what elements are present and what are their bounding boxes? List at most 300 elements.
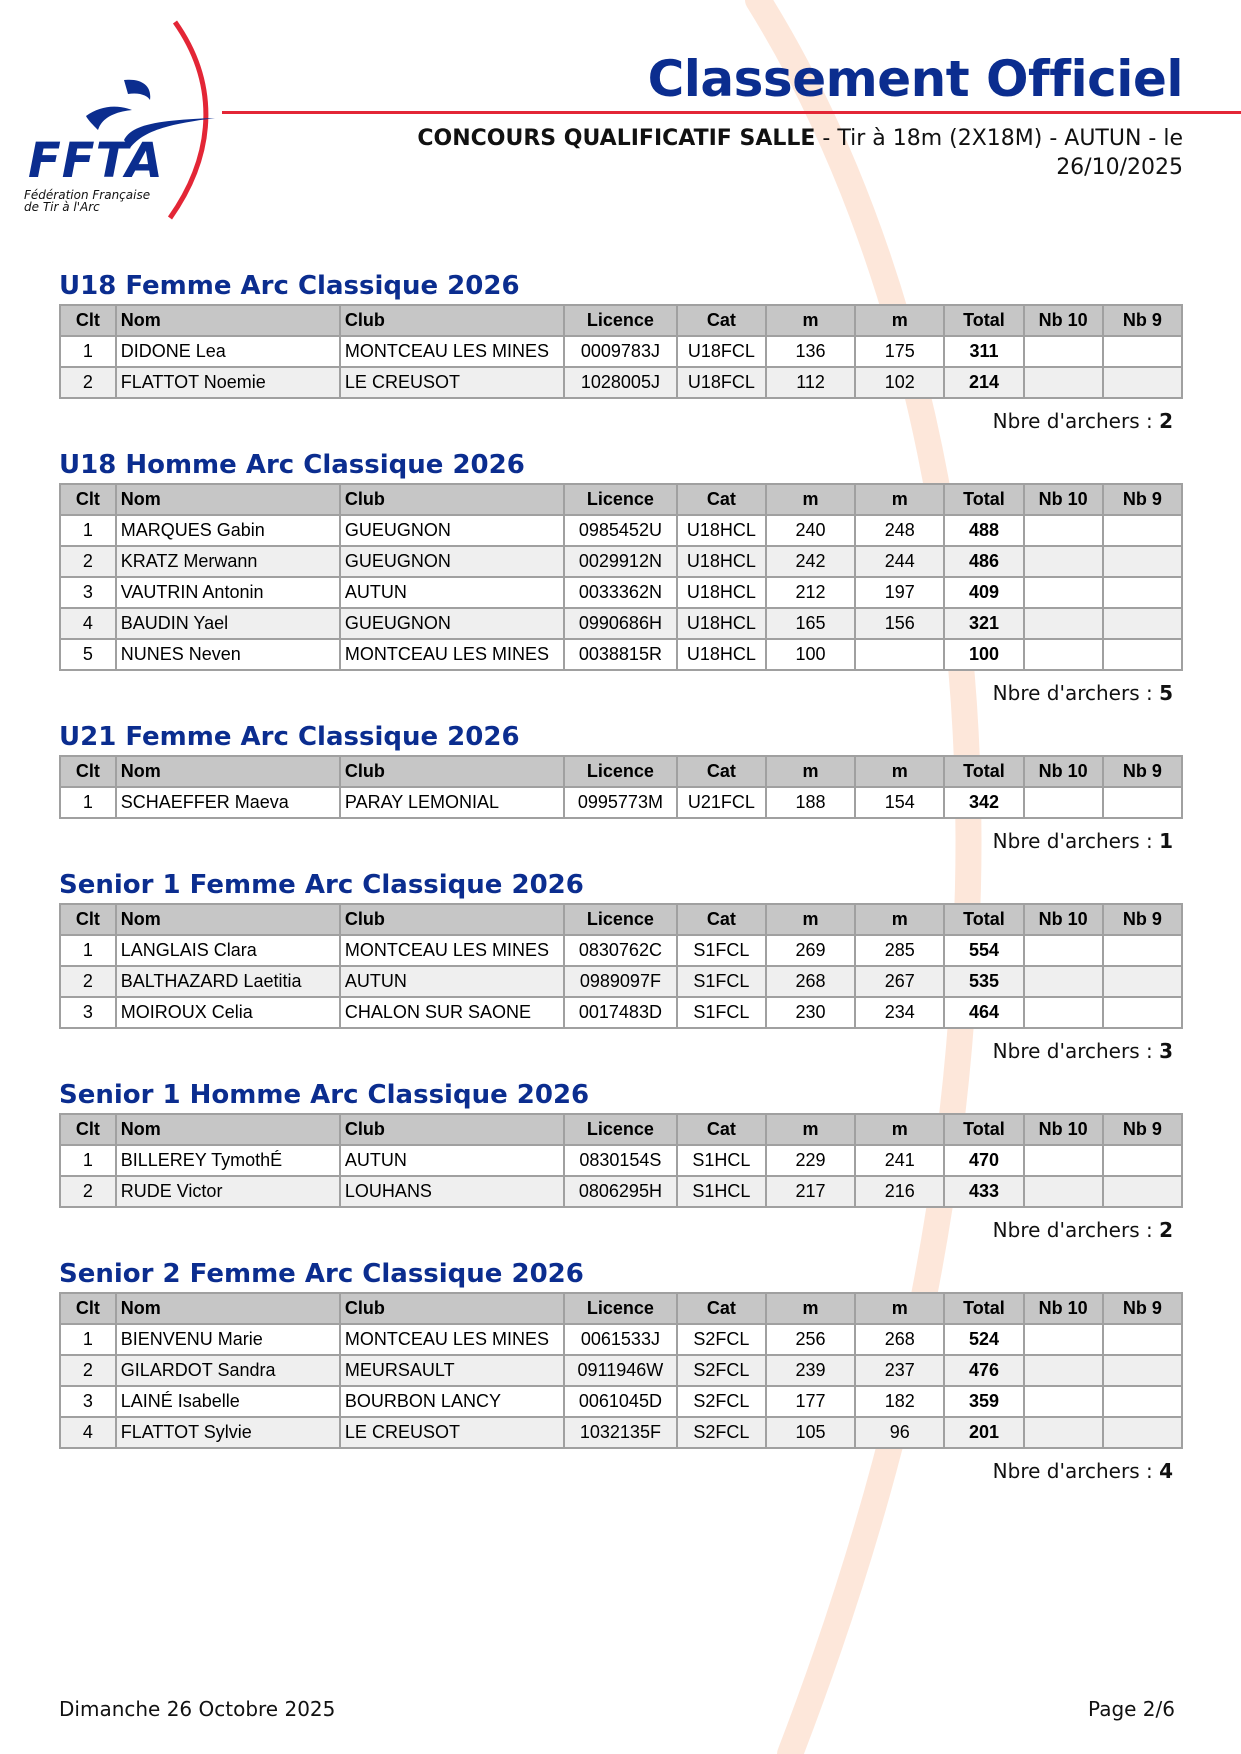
cell-nb10 [1024, 935, 1103, 966]
cell-nom: LAINÉ Isabelle [116, 1386, 340, 1417]
table-row [60, 1386, 1182, 1417]
cell-nb10 [1024, 1176, 1103, 1207]
logo-text: FFTA [28, 133, 164, 189]
results-table [59, 483, 1183, 671]
category-title: U21 Femme Arc Classique 2026 [59, 722, 520, 752]
column-header-m2: m [855, 904, 944, 935]
cell-nb9 [1103, 639, 1182, 670]
archer-count-value: 2 [1159, 1218, 1173, 1242]
table-row [60, 787, 1182, 818]
cell-nom: DIDONE Lea [116, 336, 340, 367]
column-header-club: Club [340, 1114, 564, 1145]
column-header-club: Club [340, 904, 564, 935]
cell-nom: LANGLAIS Clara [116, 935, 340, 966]
column-header-licence: Licence [564, 305, 677, 336]
archer-count-label: Nbre d'archers : [992, 829, 1160, 853]
table-header-row [60, 756, 1182, 787]
logo-subtitle-line1: Fédération Française [24, 188, 151, 202]
cell-nb9 [1103, 935, 1182, 966]
cell-nom: NUNES Neven [116, 639, 340, 670]
cell-nb10 [1024, 608, 1103, 639]
column-header-cat: Cat [677, 484, 766, 515]
column-header-total: Total [944, 904, 1023, 935]
category-section [59, 447, 1183, 711]
cell-club: AUTUN [340, 966, 564, 997]
column-header-cat: Cat [677, 305, 766, 336]
cell-m2: 197 [855, 577, 944, 608]
cell-cat: S2FCL [677, 1417, 766, 1448]
cell-nb10 [1024, 1145, 1103, 1176]
archer-count [59, 1212, 1183, 1248]
cell-cat: S1FCL [677, 997, 766, 1028]
cell-m2: 241 [855, 1145, 944, 1176]
cell-cat: S1HCL [677, 1176, 766, 1207]
cell-m2: 237 [855, 1355, 944, 1386]
cell-m1: 112 [766, 367, 855, 398]
cell-cat: U21FCL [677, 787, 766, 818]
cell-m1: 177 [766, 1386, 855, 1417]
cell-cat: S1FCL [677, 935, 766, 966]
cell-m1: 229 [766, 1145, 855, 1176]
cell-clt: 1 [60, 336, 116, 367]
page-title: Classement Officiel [647, 50, 1183, 108]
cell-clt: 2 [60, 546, 116, 577]
cell-club: LE CREUSOT [340, 367, 564, 398]
cell-nb9 [1103, 1324, 1182, 1355]
column-header-m1: m [766, 756, 855, 787]
category-title: Senior 2 Femme Arc Classique 2026 [59, 1259, 584, 1289]
cell-cat: U18HCL [677, 515, 766, 546]
cell-nom: VAUTRIN Antonin [116, 577, 340, 608]
cell-licence: 1032135F [564, 1417, 677, 1448]
cell-licence: 0985452U [564, 515, 677, 546]
table-row [60, 515, 1182, 546]
cell-cat: S1FCL [677, 966, 766, 997]
cell-club: LE CREUSOT [340, 1417, 564, 1448]
column-header-m1: m [766, 904, 855, 935]
category-section [59, 719, 1183, 859]
table-row [60, 336, 1182, 367]
column-header-cat: Cat [677, 756, 766, 787]
cell-cat: U18HCL [677, 639, 766, 670]
cell-nb9 [1103, 966, 1182, 997]
cell-nb10 [1024, 515, 1103, 546]
cell-m2: 244 [855, 546, 944, 577]
cell-nom: FLATTOT Sylvie [116, 1417, 340, 1448]
table-header-row [60, 305, 1182, 336]
cell-m2: 156 [855, 608, 944, 639]
archer-count-label: Nbre d'archers : [992, 409, 1160, 433]
category-title: U18 Femme Arc Classique 2026 [59, 271, 520, 301]
cell-nb9 [1103, 1176, 1182, 1207]
cell-club: GUEUGNON [340, 546, 564, 577]
cell-total: 488 [944, 515, 1023, 546]
cell-m2: 102 [855, 367, 944, 398]
column-header-m1: m [766, 1293, 855, 1324]
cell-nb10 [1024, 787, 1103, 818]
cell-total: 433 [944, 1176, 1023, 1207]
cell-total: 201 [944, 1417, 1023, 1448]
column-header-nb9: Nb 9 [1103, 305, 1182, 336]
column-header-nb10: Nb 10 [1024, 904, 1103, 935]
category-title: Senior 1 Femme Arc Classique 2026 [59, 870, 584, 900]
cell-club: MONTCEAU LES MINES [340, 639, 564, 670]
logo-subtitle [24, 189, 150, 213]
table-row [60, 639, 1182, 670]
cell-m1: 268 [766, 966, 855, 997]
cell-licence: 0038815R [564, 639, 677, 670]
column-header-club: Club [340, 756, 564, 787]
archer-count-label: Nbre d'archers : [992, 1039, 1160, 1063]
column-header-club: Club [340, 1293, 564, 1324]
column-header-clt: Clt [60, 305, 116, 336]
cell-nb9 [1103, 997, 1182, 1028]
column-header-nom: Nom [116, 1114, 340, 1145]
cell-m2: 234 [855, 997, 944, 1028]
table-row [60, 1145, 1182, 1176]
cell-m1: 165 [766, 608, 855, 639]
cell-total: 214 [944, 367, 1023, 398]
cell-licence: 0017483D [564, 997, 677, 1028]
cell-club: LOUHANS [340, 1176, 564, 1207]
table-header-row [60, 484, 1182, 515]
cell-m1: 105 [766, 1417, 855, 1448]
column-header-nb10: Nb 10 [1024, 1114, 1103, 1145]
archer-count-label: Nbre d'archers : [992, 1218, 1160, 1242]
cell-total: 342 [944, 787, 1023, 818]
column-header-total: Total [944, 1114, 1023, 1145]
cell-m2: 248 [855, 515, 944, 546]
cell-licence: 1028005J [564, 367, 677, 398]
cell-cat: U18HCL [677, 546, 766, 577]
column-header-nom: Nom [116, 305, 340, 336]
cell-licence: 0061533J [564, 1324, 677, 1355]
cell-cat: U18FCL [677, 336, 766, 367]
cell-m2: 285 [855, 935, 944, 966]
logo-subtitle-line2: de Tir à l'Arc [24, 200, 100, 214]
cell-nb9 [1103, 336, 1182, 367]
cell-nom: RUDE Victor [116, 1176, 340, 1207]
cell-m1: 217 [766, 1176, 855, 1207]
archer-count [59, 823, 1183, 859]
cell-cat: U18HCL [677, 577, 766, 608]
cell-licence: 0806295H [564, 1176, 677, 1207]
table-row [60, 546, 1182, 577]
archer-count-label: Nbre d'archers : [992, 681, 1160, 705]
cell-licence: 0990686H [564, 608, 677, 639]
cell-club: AUTUN [340, 577, 564, 608]
category-section [59, 867, 1183, 1069]
cell-nb9 [1103, 787, 1182, 818]
cell-nom: GILARDOT Sandra [116, 1355, 340, 1386]
cell-nb10 [1024, 1417, 1103, 1448]
cell-licence: 0911946W [564, 1355, 677, 1386]
cell-club: BOURBON LANCY [340, 1386, 564, 1417]
table-header-row [60, 1293, 1182, 1324]
cell-m2 [855, 639, 944, 670]
cell-nb10 [1024, 546, 1103, 577]
cell-club: GUEUGNON [340, 608, 564, 639]
column-header-nom: Nom [116, 756, 340, 787]
cell-m2: 175 [855, 336, 944, 367]
cell-nb10 [1024, 577, 1103, 608]
competition-name: CONCOURS QUALIFICATIF SALLE [417, 126, 816, 151]
category-section [59, 268, 1183, 439]
cell-clt: 3 [60, 997, 116, 1028]
cell-club: CHALON SUR SAONE [340, 997, 564, 1028]
column-header-club: Club [340, 484, 564, 515]
column-header-licence: Licence [564, 1293, 677, 1324]
column-header-clt: Clt [60, 904, 116, 935]
cell-m1: 240 [766, 515, 855, 546]
cell-licence: 0033362N [564, 577, 677, 608]
column-header-cat: Cat [677, 1293, 766, 1324]
cell-licence: 0830154S [564, 1145, 677, 1176]
cell-m2: 96 [855, 1417, 944, 1448]
category-section [59, 1256, 1183, 1489]
cell-nb9 [1103, 367, 1182, 398]
column-header-nb10: Nb 10 [1024, 756, 1103, 787]
table-header-row [60, 1114, 1182, 1145]
column-header-m2: m [855, 484, 944, 515]
column-header-nom: Nom [116, 904, 340, 935]
cell-nb9 [1103, 608, 1182, 639]
cell-licence: 0029912N [564, 546, 677, 577]
column-header-clt: Clt [60, 756, 116, 787]
table-row [60, 935, 1182, 966]
cell-nom: BILLEREY TymothÉ [116, 1145, 340, 1176]
cell-m2: 154 [855, 787, 944, 818]
cell-clt: 2 [60, 1176, 116, 1207]
archer-count [59, 1033, 1183, 1069]
results-content [59, 268, 1183, 1497]
cell-m1: 269 [766, 935, 855, 966]
table-row [60, 608, 1182, 639]
cell-nom: SCHAEFFER Maeva [116, 787, 340, 818]
cell-nom: FLATTOT Noemie [116, 367, 340, 398]
cell-licence: 0830762C [564, 935, 677, 966]
cell-m1: 256 [766, 1324, 855, 1355]
column-header-m1: m [766, 484, 855, 515]
cell-m1: 212 [766, 577, 855, 608]
column-header-total: Total [944, 756, 1023, 787]
competition-subtitle [383, 124, 1183, 182]
cell-clt: 2 [60, 367, 116, 398]
cell-m1: 230 [766, 997, 855, 1028]
archer-count-value: 5 [1159, 681, 1173, 705]
table-row [60, 997, 1182, 1028]
column-header-cat: Cat [677, 904, 766, 935]
cell-clt: 4 [60, 1417, 116, 1448]
cell-cat: S1HCL [677, 1145, 766, 1176]
table-row [60, 1417, 1182, 1448]
table-header-row [60, 904, 1182, 935]
cell-nb9 [1103, 1386, 1182, 1417]
cell-total: 464 [944, 997, 1023, 1028]
cell-nb9 [1103, 1417, 1182, 1448]
cell-m1: 188 [766, 787, 855, 818]
cell-nom: BAUDIN Yael [116, 608, 340, 639]
column-header-nb9: Nb 9 [1103, 1293, 1182, 1324]
cell-nb10 [1024, 1355, 1103, 1386]
cell-total: 470 [944, 1145, 1023, 1176]
column-header-nb9: Nb 9 [1103, 1114, 1182, 1145]
cell-club: MEURSAULT [340, 1355, 564, 1386]
column-header-nom: Nom [116, 484, 340, 515]
results-table [59, 755, 1183, 819]
archer-count-value: 2 [1159, 409, 1173, 433]
column-header-clt: Clt [60, 484, 116, 515]
cell-nb10 [1024, 997, 1103, 1028]
column-header-total: Total [944, 305, 1023, 336]
column-header-clt: Clt [60, 1293, 116, 1324]
cell-total: 321 [944, 608, 1023, 639]
cell-m2: 267 [855, 966, 944, 997]
cell-clt: 2 [60, 1355, 116, 1386]
table-row [60, 966, 1182, 997]
cell-club: MONTCEAU LES MINES [340, 336, 564, 367]
archer-count-value: 1 [1159, 829, 1173, 853]
cell-total: 554 [944, 935, 1023, 966]
cell-clt: 1 [60, 1324, 116, 1355]
cell-club: MONTCEAU LES MINES [340, 935, 564, 966]
cell-clt: 1 [60, 787, 116, 818]
cell-total: 409 [944, 577, 1023, 608]
cell-nb9 [1103, 515, 1182, 546]
cell-m1: 239 [766, 1355, 855, 1386]
cell-clt: 1 [60, 935, 116, 966]
cell-m1: 242 [766, 546, 855, 577]
results-table [59, 903, 1183, 1029]
column-header-nb9: Nb 9 [1103, 756, 1182, 787]
column-header-licence: Licence [564, 1114, 677, 1145]
cell-licence: 0009783J [564, 336, 677, 367]
cell-licence: 0995773M [564, 787, 677, 818]
cell-cat: S2FCL [677, 1355, 766, 1386]
cell-clt: 4 [60, 608, 116, 639]
cell-cat: U18HCL [677, 608, 766, 639]
cell-club: PARAY LEMONIAL [340, 787, 564, 818]
cell-nom: BALTHAZARD Laetitia [116, 966, 340, 997]
cell-m1: 136 [766, 336, 855, 367]
competition-details: - Tir à 18m (2X18M) - AUTUN - le 26/10/2025 [815, 126, 1183, 180]
cell-m2: 182 [855, 1386, 944, 1417]
table-row [60, 577, 1182, 608]
cell-clt: 1 [60, 515, 116, 546]
cell-licence: 0061045D [564, 1386, 677, 1417]
column-header-licence: Licence [564, 904, 677, 935]
footer-page-number: Page 2/6 [1088, 1697, 1175, 1721]
column-header-total: Total [944, 1293, 1023, 1324]
cell-clt: 2 [60, 966, 116, 997]
cell-nom: MOIROUX Celia [116, 997, 340, 1028]
cell-club: GUEUGNON [340, 515, 564, 546]
cell-club: AUTUN [340, 1145, 564, 1176]
cell-total: 535 [944, 966, 1023, 997]
archer-count-value: 3 [1159, 1039, 1173, 1063]
cell-clt: 5 [60, 639, 116, 670]
cell-nom: KRATZ Merwann [116, 546, 340, 577]
column-header-nb9: Nb 9 [1103, 904, 1182, 935]
cell-nb10 [1024, 367, 1103, 398]
cell-total: 476 [944, 1355, 1023, 1386]
results-table [59, 1113, 1183, 1208]
column-header-m2: m [855, 1293, 944, 1324]
cell-total: 359 [944, 1386, 1023, 1417]
cell-total: 524 [944, 1324, 1023, 1355]
column-header-cat: Cat [677, 1114, 766, 1145]
table-row [60, 1324, 1182, 1355]
table-row [60, 1176, 1182, 1207]
table-row [60, 367, 1182, 398]
category-section [59, 1077, 1183, 1248]
column-header-licence: Licence [564, 484, 677, 515]
header-divider [222, 111, 1241, 114]
results-table [59, 1292, 1183, 1449]
cell-cat: S2FCL [677, 1386, 766, 1417]
results-table [59, 304, 1183, 399]
column-header-m1: m [766, 305, 855, 336]
column-header-nb10: Nb 10 [1024, 1293, 1103, 1324]
cell-cat: S2FCL [677, 1324, 766, 1355]
cell-m2: 216 [855, 1176, 944, 1207]
cell-nb9 [1103, 546, 1182, 577]
column-header-clt: Clt [60, 1114, 116, 1145]
cell-clt: 1 [60, 1145, 116, 1176]
cell-nb9 [1103, 1145, 1182, 1176]
cell-m1: 100 [766, 639, 855, 670]
cell-nb10 [1024, 639, 1103, 670]
column-header-club: Club [340, 305, 564, 336]
cell-nb9 [1103, 1355, 1182, 1386]
archer-count [59, 403, 1183, 439]
column-header-m1: m [766, 1114, 855, 1145]
category-title: Senior 1 Homme Arc Classique 2026 [59, 1080, 590, 1110]
column-header-m2: m [855, 305, 944, 336]
footer-date: Dimanche 26 Octobre 2025 [59, 1697, 336, 1721]
archer-count [59, 675, 1183, 711]
cell-nb9 [1103, 577, 1182, 608]
cell-total: 311 [944, 336, 1023, 367]
table-row [60, 1355, 1182, 1386]
cell-total: 100 [944, 639, 1023, 670]
column-header-licence: Licence [564, 756, 677, 787]
cell-total: 486 [944, 546, 1023, 577]
column-header-nom: Nom [116, 1293, 340, 1324]
column-header-nb10: Nb 10 [1024, 484, 1103, 515]
cell-nom: MARQUES Gabin [116, 515, 340, 546]
category-title: U18 Homme Arc Classique 2026 [59, 450, 525, 480]
cell-clt: 3 [60, 1386, 116, 1417]
column-header-total: Total [944, 484, 1023, 515]
archer-count [59, 1453, 1183, 1489]
cell-nb10 [1024, 1386, 1103, 1417]
column-header-m2: m [855, 1114, 944, 1145]
cell-licence: 0989097F [564, 966, 677, 997]
archer-count-label: Nbre d'archers : [992, 1459, 1160, 1483]
archer-count-value: 4 [1159, 1459, 1173, 1483]
cell-m2: 268 [855, 1324, 944, 1355]
cell-nb10 [1024, 1324, 1103, 1355]
column-header-nb10: Nb 10 [1024, 305, 1103, 336]
column-header-nb9: Nb 9 [1103, 484, 1182, 515]
cell-nom: BIENVENU Marie [116, 1324, 340, 1355]
cell-clt: 3 [60, 577, 116, 608]
cell-nb10 [1024, 336, 1103, 367]
cell-club: MONTCEAU LES MINES [340, 1324, 564, 1355]
cell-cat: U18FCL [677, 367, 766, 398]
column-header-m2: m [855, 756, 944, 787]
